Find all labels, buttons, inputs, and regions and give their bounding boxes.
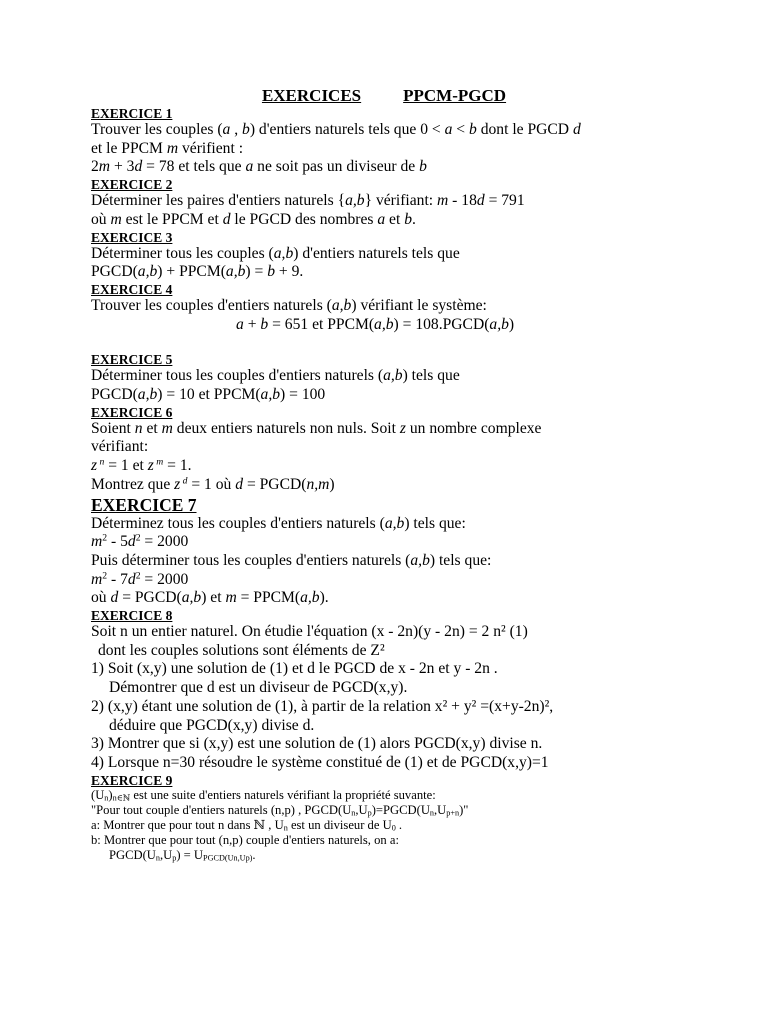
exercise-text-line: "Pour tout couple d'entiers naturels (n,p) , $PGCD(U_n,U_p)=PGCD(U_n,U_{p+n})$" [91,802,469,818]
exercise-text-line: Soient n et m deux entiers naturels non nuls. Soit z un nombre complexe [91,419,542,437]
exercise-heading: EXERCICE 2 [91,177,173,193]
exercise-text-line: 2) (x,y) étant une solution de (1), à partir de la relation x² + y² =(x+y-2n)², [91,697,554,715]
exercise-equation: $m^2 - 7d^2 = 2000$ [91,570,189,588]
exercise-heading: EXERCICE 1 [91,106,173,121]
exercise-text-line: PGCD(a,b) + PPCM(a,b) = b + 9. [91,263,304,281]
exercise-7 [91,495,751,609]
exercise-list [91,106,751,863]
exercise-text-line: Déterminez tous les couples d'entiers naturels (a,b) tels que: [91,514,466,532]
exercise-9 [91,773,751,863]
exercise-text-line: Trouver les couples (a , b) d'entiers naturels tels que 0 < a < b dont le PGCD d [91,121,581,138]
exercise-text-line: et le PPCM m vérifient : [91,139,244,157]
exercise-text-line: PGCD(a,b) = 10 et PPCM(a,b) = 100 [91,386,326,404]
exercise-text-line: Puis déterminer tous les couples d'entiers naturels (a,b) tels que: [91,551,492,569]
exercise-heading: EXERCICE 6 [91,404,173,420]
exercise-text-line: Déterminer tous les couples d'entiers naturels (a,b) tels que [91,367,460,385]
exercise-text-line: $(U_n)_{n\in ℕ}$ est une suite d'entiers naturels vérifiant la propriété suvante: [91,787,436,803]
exercise-heading: EXERCICE 3 [91,229,173,245]
exercise-equation: $PGCD(U_n,U_p) = U_{PGCD(Un,Up)}$. [109,847,256,863]
exercise-text-line: b: Montrer que pour tout (n,p) couple d'entiers naturels, on a: [91,832,399,847]
exercise-text-line: Déterminer tous les couples (a,b) d'entiers naturels tels que [91,244,460,262]
exercise-text-line: vérifiant: [91,438,149,456]
exercise-text-line: Trouver les couples d'entiers naturels (a,b) vérifiant le système: [91,296,487,314]
exercise-text-line: Montrez que z $^d$ = 1 où d = PGCD(n,m) [91,475,335,493]
exercise-text-line: 1) Soit (x,y) une solution de (1) et d le PGCD de x - 2n et y - 2n . [91,660,498,678]
exercise-equation: $m^2 - 5d^2 = 2000$ [91,532,189,551]
exercise-text-line: où d = PGCD(a,b) et m = PPCM(a,b). [91,589,329,607]
exercise-text-line: déduire que PGCD(x,y) divise d. [109,716,315,734]
exercise-text-line: Déterminer les paires d'entiers naturels {a,b} vérifiant: m - 18d = 791 [91,192,525,210]
exercise-4 [91,282,751,352]
exercise-6 [91,405,751,495]
exercise-heading: EXERCICE 8 [91,608,173,624]
exercise-text-line: Démontrer que d est un diviseur de PGCD(x,y). [109,679,408,697]
exercise-equation: z $^n$ = 1 et z $^m$ = 1. [91,456,192,475]
exercise-8 [91,608,751,773]
exercise-1 [91,106,751,177]
exercise-heading: EXERCICE 4 [91,281,173,297]
exercise-heading: EXERCICE 5 [91,352,173,368]
exercise-text-line: dont les couples solutions sont éléments de Z² [98,641,385,659]
exercise-heading: EXERCICE 9 [91,772,173,788]
exercise-text-line: Soit n un entier naturel. On étudie l'équation (x - 2n)(y - 2n) = 2 n² (1) [91,623,528,641]
exercise-equation: a + b = 651 et PPCM(a,b) = 108.PGCD(a,b) [236,315,515,333]
exercise-2 [91,177,751,229]
exercise-text-line: où m est le PPCM et d le PGCD des nombres a et b. [91,210,416,228]
exercise-text-line: 3) Montrer que si (x,y) est une solution de (1) alors PGCD(x,y) divise n. [91,735,543,753]
page-title: EXERCICES PPCM-PGCD [261,86,507,105]
exercise-3 [91,230,751,282]
exercise-text-line: 4) Lorsque n=30 résoudre le système constitué de (1) et de PGCD(x,y)=1 [91,753,549,771]
exercise-heading: EXERCICE 7 [91,494,197,515]
exercise-text-line: 2m + 3d = 78 et tels que a ne soit pas un diviseur de b [91,158,427,176]
exercise-5 [91,352,751,404]
exercise-text-line: a: Montrer que pour tout n dans ℕ , $U_n$ est un diviseur de $U_0$ . [91,817,403,833]
